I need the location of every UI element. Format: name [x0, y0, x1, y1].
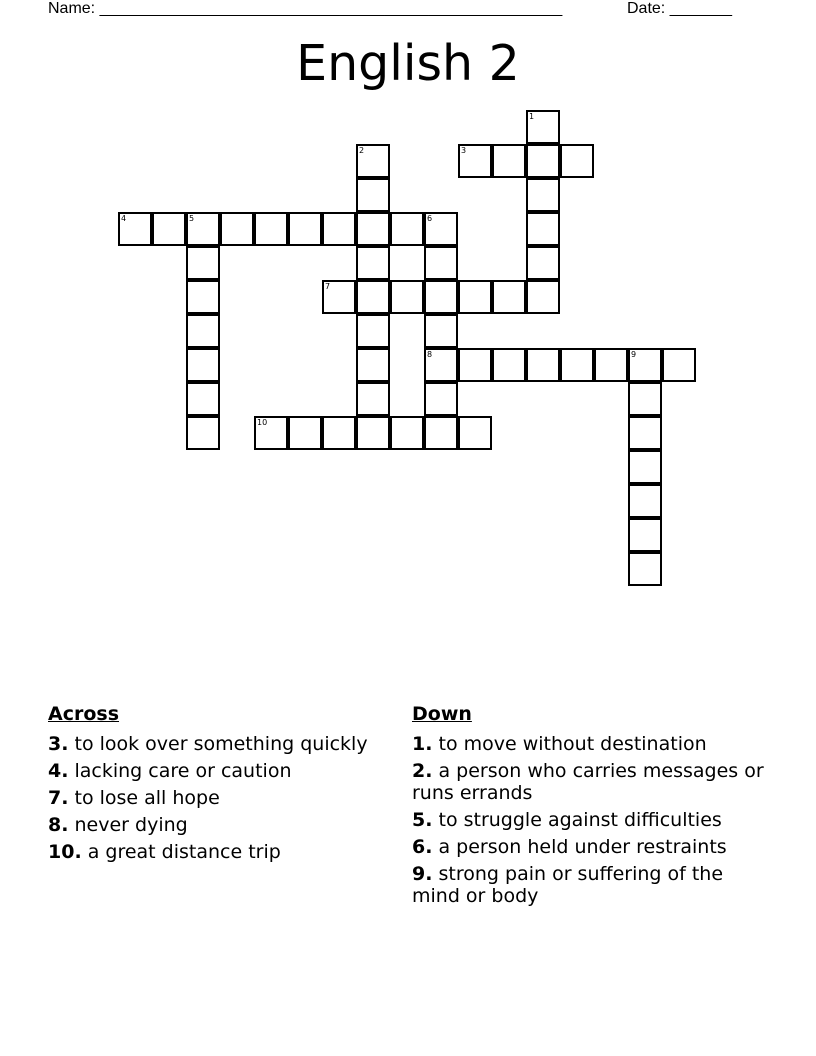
crossword-cell[interactable]	[186, 382, 220, 416]
crossword-cell[interactable]	[560, 348, 594, 382]
clue-across-3	[48, 733, 368, 755]
crossword-cell[interactable]	[186, 280, 220, 314]
clue-text: never dying	[68, 814, 188, 836]
cell-number: 9	[631, 350, 637, 359]
crossword-cell[interactable]	[492, 280, 526, 314]
crossword-cell[interactable]	[458, 144, 492, 178]
crossword-cell[interactable]	[322, 280, 356, 314]
cell-number: 6	[427, 214, 433, 223]
crossword-cell[interactable]	[186, 314, 220, 348]
crossword-cell[interactable]	[356, 144, 390, 178]
cell-number: 1	[529, 112, 535, 121]
crossword-cell[interactable]	[322, 416, 356, 450]
crossword-cell[interactable]	[356, 382, 390, 416]
clue-number: 8.	[48, 814, 69, 836]
crossword-cell[interactable]	[118, 212, 152, 246]
clue-across-8	[48, 814, 368, 836]
crossword-cell[interactable]	[594, 348, 628, 382]
crossword-cell[interactable]	[254, 212, 288, 246]
crossword-cell[interactable]	[424, 348, 458, 382]
clue-number: 2.	[412, 760, 433, 782]
crossword-cell[interactable]	[390, 280, 424, 314]
crossword-cell[interactable]	[526, 348, 560, 382]
crossword-cell[interactable]	[492, 348, 526, 382]
down-clues	[412, 703, 772, 912]
crossword-cell[interactable]	[662, 348, 696, 382]
clue-text: a person held under restraints	[432, 836, 727, 858]
crossword-cell[interactable]	[424, 314, 458, 348]
crossword-cell[interactable]	[458, 348, 492, 382]
down-heading: Down	[412, 703, 472, 725]
crossword-cell[interactable]	[186, 246, 220, 280]
crossword-cell[interactable]	[254, 416, 288, 450]
crossword-cell[interactable]	[220, 212, 254, 246]
crossword-cell[interactable]	[424, 416, 458, 450]
date-field-label: Date: _______	[627, 0, 732, 17]
crossword-cell[interactable]	[628, 552, 662, 586]
crossword-cell[interactable]	[288, 416, 322, 450]
crossword-cell[interactable]	[526, 144, 560, 178]
crossword-cell[interactable]	[356, 280, 390, 314]
cell-number: 7	[325, 282, 331, 291]
clue-text: to look over something quickly	[68, 733, 368, 755]
crossword-cell[interactable]	[390, 212, 424, 246]
crossword-cell[interactable]	[356, 348, 390, 382]
crossword-cell[interactable]	[526, 280, 560, 314]
clue-across-4	[48, 760, 368, 782]
crossword-cell[interactable]	[458, 280, 492, 314]
crossword-cell[interactable]	[628, 348, 662, 382]
crossword-cell[interactable]	[458, 416, 492, 450]
clue-down-5	[412, 809, 772, 831]
crossword-cell[interactable]	[356, 212, 390, 246]
across-heading: Across	[48, 703, 120, 725]
crossword-cell[interactable]	[288, 212, 322, 246]
cell-number: 2	[359, 146, 365, 155]
crossword-cell[interactable]	[424, 246, 458, 280]
clue-number: 4.	[48, 760, 69, 782]
crossword-cell[interactable]	[356, 314, 390, 348]
clue-number: 7.	[48, 787, 69, 809]
clue-down-9	[412, 863, 772, 907]
clue-text: to struggle against difficulties	[432, 809, 722, 831]
crossword-cell[interactable]	[526, 178, 560, 212]
crossword-cell[interactable]	[424, 280, 458, 314]
cell-number: 8	[427, 350, 433, 359]
clue-number: 6.	[412, 836, 433, 858]
clue-down-2	[412, 760, 772, 804]
crossword-cell[interactable]	[492, 144, 526, 178]
cell-number: 5	[189, 214, 195, 223]
crossword-cell[interactable]	[526, 212, 560, 246]
clue-number: 10.	[48, 841, 82, 863]
name-field-label: Name: ____________________________________________________	[48, 0, 563, 17]
crossword-cell[interactable]	[356, 246, 390, 280]
clue-text: a great distance trip	[81, 841, 281, 863]
crossword-cell[interactable]	[526, 110, 560, 144]
across-clues	[48, 703, 368, 868]
crossword-cell[interactable]	[526, 246, 560, 280]
clue-across-10	[48, 841, 368, 863]
crossword-cell[interactable]	[390, 416, 424, 450]
crossword-cell[interactable]	[186, 416, 220, 450]
crossword-cell[interactable]	[186, 212, 220, 246]
crossword-cell[interactable]	[424, 382, 458, 416]
clue-text: to move without destination	[432, 733, 707, 755]
header	[48, 0, 748, 20]
clue-number: 9.	[412, 863, 433, 885]
clue-number: 3.	[48, 733, 69, 755]
crossword-cell[interactable]	[628, 382, 662, 416]
crossword-cell[interactable]	[628, 450, 662, 484]
clue-down-1	[412, 733, 772, 755]
crossword-cell[interactable]	[152, 212, 186, 246]
crossword-cell[interactable]	[186, 348, 220, 382]
crossword-cell[interactable]	[356, 178, 390, 212]
page-title: English 2	[296, 35, 520, 92]
crossword-cell[interactable]	[628, 484, 662, 518]
crossword-cell[interactable]	[628, 518, 662, 552]
clue-text: to lose all hope	[68, 787, 220, 809]
cell-number: 10	[257, 418, 268, 427]
crossword-cell[interactable]	[356, 416, 390, 450]
clue-number: 5.	[412, 809, 433, 831]
cell-number: 3	[461, 146, 467, 155]
clue-text: strong pain or suffering of the mind or body	[412, 863, 724, 907]
crossword-cell[interactable]	[628, 416, 662, 450]
cell-number: 4	[121, 214, 127, 223]
clue-down-6	[412, 836, 772, 858]
clue-text: lacking care or caution	[68, 760, 292, 782]
clue-text: a person who carries messages or runs errands	[412, 760, 764, 804]
crossword-cell[interactable]	[424, 212, 458, 246]
crossword-cell[interactable]	[322, 212, 356, 246]
crossword-cell[interactable]	[560, 144, 594, 178]
clue-number: 1.	[412, 733, 433, 755]
clue-across-7	[48, 787, 368, 809]
